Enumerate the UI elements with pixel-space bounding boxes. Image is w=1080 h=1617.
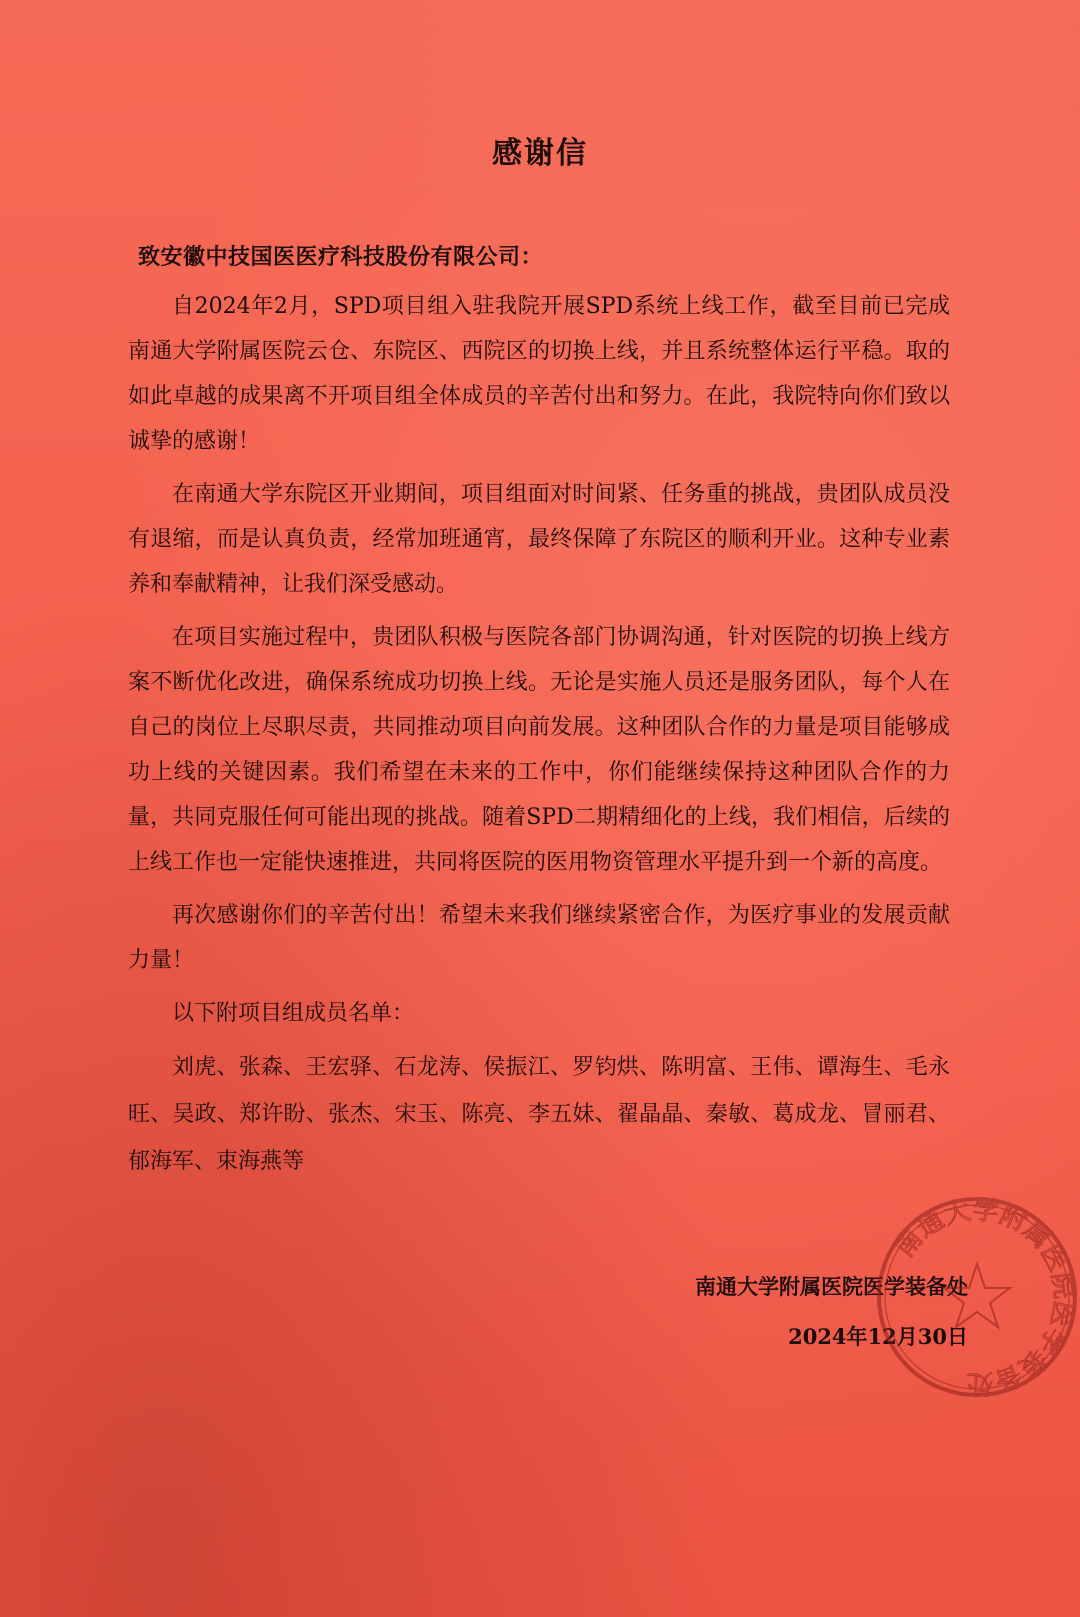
member-list: 刘虎、张森、王宏驿、石龙涛、侯振江、罗钧烘、陈明富、王伟、谭海生、毛永旺、吴政、郑许盼、张杰、宋玉、陈亮、李五妹、翟晶晶、秦敏、葛成龙、冒丽君、郁海军、束海燕等 — [128, 1055, 950, 1174]
signature-organization: 南通大学附属医院医学装备处 — [695, 1274, 968, 1299]
salutation: 致安徽中技国医医疗科技股份有限公司： — [138, 244, 544, 270]
seal-lettering: 南通大学附属医院医学装备处 — [889, 1195, 1079, 1399]
letter-title: 感谢信 — [492, 136, 588, 171]
letter-body — [128, 284, 950, 1185]
signature-date: 2024年12月30日 — [788, 1324, 968, 1349]
official-seal-icon — [872, 1192, 1080, 1402]
paragraph-2: 在南通大学东院区开业期间，项目组面对时间紧、任务重的挑战，贵团队成员没有退缩，而是认真负责，经常加班通宵，最终保障了东院区的顺利开业。这种专业素养和奉献精神，让我们深受感动。 — [128, 482, 950, 597]
paragraph-1: 自2024年2月，SPD项目组入驻我院开展SPD系统上线工作，截至目前已完成南通大学附属医院云仓、东院区、西院区的切换上线，并且系统整体运行平稳。取的如此卓越的成果离不开项目组全体成员的辛苦付出和努力。在此，我院特向你们致以诚挚的感谢！ — [128, 294, 950, 454]
paragraph-5: 以下附项目组成员名单： — [172, 1001, 415, 1026]
paragraph-4: 再次感谢你们的辛苦付出！希望未来我们继续紧密合作，为医疗事业的发展贡献力量！ — [128, 903, 950, 973]
paragraph-3: 在项目实施过程中，贵团队积极与医院各部门协调沟通，针对医院的切换上线方案不断优化改进，确保系统成功切换上线。无论是实施人员还是服务团队，每个人在自己的岗位上尽职尽责，共同推动项目向前发展。这种团队合作的力量是项目能够成功上线的关键因素。我们希望在未来的工作中，你们能继续保持这种团队合作的力量，共同克服任何可能出现的挑战。随着SPD二期精细化的上线，我们相信，后续的上线工作也一定能快速推进，共同将医院的医用物资管理水平提升到一个新的高度。 — [128, 625, 950, 875]
